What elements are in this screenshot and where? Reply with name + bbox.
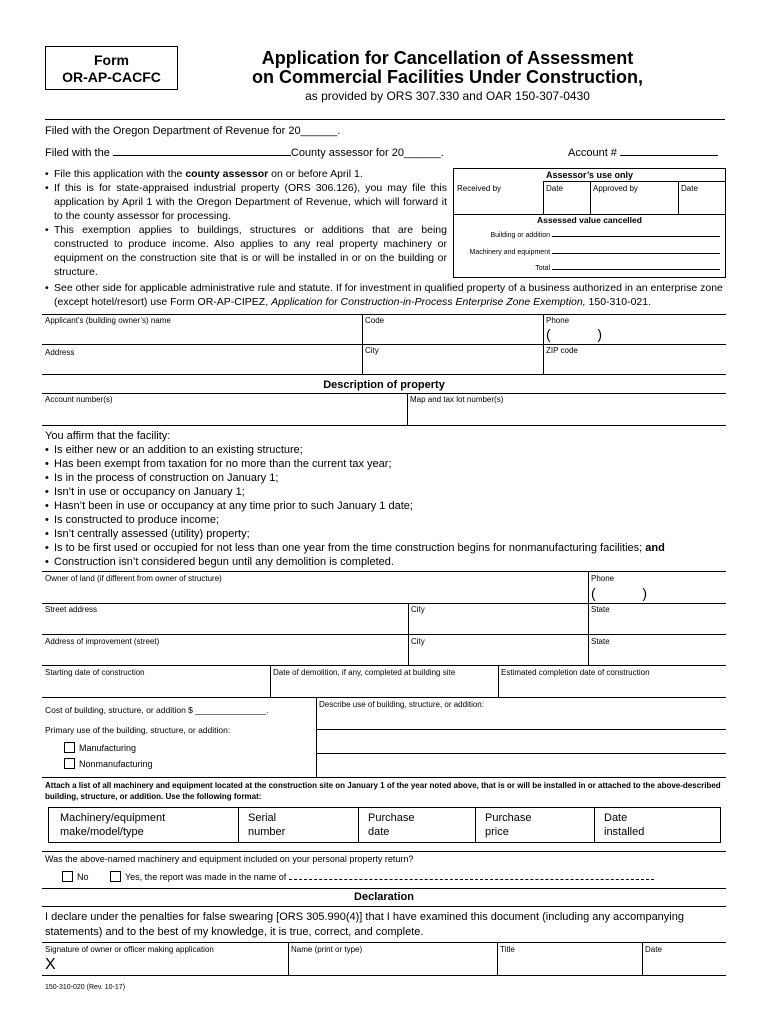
description-title: Description of property [323,379,445,391]
affirm-list [45,443,725,569]
cost-field[interactable]: Cost of building, structure, or addition $ _______________. [45,705,269,715]
form-title-line1: Application for Cancellation of Assessment [261,48,634,68]
column-header: Date installed [604,812,645,838]
assessor-title: Assessor’s use only [545,170,634,180]
street-state-div [588,603,589,665]
owner-state-field[interactable]: State [591,605,610,614]
account-number-field[interactable] [568,146,725,160]
filed-with-county[interactable] [45,146,444,160]
owner-street-field[interactable]: Street address [45,605,98,614]
col-div2 [358,808,359,842]
personal-property-question: Was the above-named machinery and equipment included on your personal property return? [45,854,414,864]
applicant-city-field[interactable]: City [365,346,379,355]
owner-rule4 [42,665,726,666]
primary-use-label: Primary use of the building, structure, or addition: [45,725,231,735]
start-date-field[interactable]: Starting date of construction [45,668,145,677]
date1-label: Date [546,184,563,193]
use-line2 [316,753,726,754]
received-by-label: Received by [457,184,502,193]
applicant-name-field[interactable]: Applicant’s (building owner’s) name [45,316,171,325]
sig-div3 [642,942,643,975]
form-subtitle: as provided by ORS 307.330 and OAR 150-307-0430 [305,89,590,103]
map-tax-lot-field[interactable]: Map and tax lot number(s) [410,395,504,404]
description-rule [42,393,726,394]
dates-div1 [270,665,271,697]
improvement-address-field[interactable]: Address of improvement (street) [45,637,160,646]
use-div [316,697,317,777]
instructions-list [45,167,447,279]
affirm-item: • Is to be first used or occupied for not less than one year from the time construction begins for nonmanufacturing facilities; and [45,541,725,555]
owner-phone-parens: ( ) [591,585,647,601]
instruction-2: • If this is for state-appraised industrial property (ORS 306.126), you may file this application by April 1 with the Oregon Department of Revenue, which will forward it to the county assessor for processing. [45,181,447,223]
instruction-4: • See other side for applicable administrative rule and statute. If for investment in qualified property of a business authorized in an enterprise zone (except hotel/resort) use Form OR-AP-CIPEZ, Application for Construction-in-Process Enterprise Zone Exemption, 150-310-021. [45,281,725,309]
applicant-top-rule [42,314,726,315]
no-checkbox[interactable] [62,871,73,882]
signature-top-rule [42,942,726,943]
applicant-mid-rule [42,344,726,345]
phone-parens: ( ) [546,326,602,342]
affirm-item: • Isn’t in use or occupancy on January 1; [45,485,725,499]
column-header: Purchase date [368,812,415,838]
affirm-item: • Isn’t centrally assessed (utility) property; [45,527,725,541]
signature-x-mark: X [45,956,56,973]
county-name-field[interactable] [113,155,291,156]
value-cancelled-label: Assessed value cancelled [537,215,642,225]
filed-with-mid: County assessor for 20______. [290,147,444,159]
declaration-top-rule [42,888,726,889]
attach-note: Attach a list of all machinery and equipment located at the construction site on January 1 of the year noted above, that is or will be installed in or attached to the above-described building, structure, or addition. Use the following format: [45,781,721,801]
instruction-4-list [45,281,725,309]
affirm-item: • Is in the process of construction on January 1; [45,471,725,485]
owner-top-rule [42,571,726,572]
street-city-div [408,603,409,665]
manufacturing-option[interactable]: Manufacturing [64,742,136,754]
column-header: Machinery/equipment make/model/type [60,812,166,838]
use-line1 [316,729,726,730]
owner-rule5 [42,697,726,698]
applicant-phone-field[interactable]: Phone [546,316,570,325]
account-label: Account # [568,147,617,159]
question-rule [42,851,726,852]
sig-div1 [288,942,289,975]
yes-option[interactable]: Yes, the report was made in the name of [110,871,654,883]
header-rule [45,119,725,120]
print-name-field[interactable]: Name (print or type) [291,945,363,954]
instruction-1: • File this application with the county assessor on or before April 1. [45,167,447,181]
col-div3 [475,808,476,842]
applicant-div1 [362,314,363,374]
signature-field[interactable]: Signature of owner or officer making application [45,945,214,954]
machinery-value-row[interactable]: Machinery and equipment [454,248,720,257]
assessor-div3 [678,181,679,215]
nonmanufacturing-option[interactable]: Nonmanufacturing [64,758,153,770]
assessor-use-box [453,168,726,278]
form-number: OR-AP-CACFC [62,69,161,85]
description-div [407,393,408,425]
affirm-item: • Is constructed to produce income; [45,513,725,527]
assessor-div2 [590,181,591,215]
affirm-intro: You affirm that the facility: [45,430,171,442]
title-field[interactable]: Title [500,945,515,954]
owner-city-field[interactable]: City [411,605,425,614]
declaration-text: I declare under the penalties for false swearing [ORS 305.990(4)] that I have examined this document (including any accompanying statements) and to the best of my knowledge, it is true, correct, and complete. [45,911,684,938]
sig-div2 [497,942,498,975]
account-blank[interactable] [620,155,718,156]
signature-bottom-rule [42,975,726,976]
column-header: Serial number [248,812,286,838]
date-field[interactable]: Date [645,945,662,954]
applicant-code-field[interactable]: Code [365,316,385,325]
owner-rule3 [42,634,726,635]
account-numbers-field[interactable]: Account number(s) [45,395,113,404]
owner-rule2 [42,603,726,604]
col-div4 [594,808,595,842]
declaration-title-rule [42,906,726,907]
manufacturing-checkbox[interactable] [64,742,75,753]
no-option[interactable]: No [62,871,89,883]
affirm-item: • Is either new or an addition to an existing structure; [45,443,725,457]
description-bottom-rule [42,425,726,426]
affirm-item: • Has been exempt from taxation for no more than the current tax year; [45,457,725,471]
applicant-address-field[interactable]: Address [45,348,75,357]
affirm-item: • Construction isn’t considered begun until any demolition is completed. [45,555,725,569]
report-name-field[interactable] [289,879,654,880]
describe-use-field[interactable]: Describe use of building, structure, or addition: [319,700,484,709]
completion-date-field[interactable]: Estimated completion date of construction [501,668,650,677]
machinery-top-rule [42,777,726,778]
assessor-title-rule [543,181,725,182]
owner-phone-div [588,571,589,603]
applicant-div2 [543,314,544,374]
total-value-row[interactable]: Total [454,264,720,273]
demolition-date-field[interactable]: Date of demolition, if any, completed at building site [273,668,456,677]
column-header: Purchase price [485,812,532,838]
form-code: 150-310-020 (Rev. 10-17) [45,984,126,991]
building-value-row[interactable]: Building or addition [454,231,720,240]
form-title-line2: on Commercial Facilities Under Construction, [251,67,644,87]
yes-checkbox[interactable] [110,871,121,882]
nonmanufacturing-checkbox[interactable] [64,758,75,769]
improvement-city-field[interactable]: City [411,637,425,646]
form-number-box [45,46,178,90]
approved-by-label: Approved by [593,184,638,193]
owner-phone-field[interactable]: Phone [591,574,615,583]
date2-label: Date [681,184,698,193]
instruction-3: • This exemption applies to buildings, structures or additions that are being constructed to produce income. Also applies to any real property machinery or equipment on the construction site that is or will be installed in or on the building or structure. [45,223,447,279]
declaration-title: Declaration [354,891,414,903]
machinery-format-table [48,807,721,843]
col-div1 [238,808,239,842]
owner-of-land-field[interactable]: Owner of land (if different from owner of structure) [45,574,222,583]
filed-with-prefix: Filed with the [45,147,110,159]
applicant-zip-field[interactable]: ZIP code [546,346,578,355]
improvement-state-field[interactable]: State [591,637,610,646]
applicant-bottom-rule [42,374,726,375]
affirm-item: • Hasn’t been in use or occupancy at any time prior to such January 1 date; [45,499,725,513]
filed-with-dor[interactable]: Filed with the Oregon Department of Revenue for 20______. [45,125,341,137]
form-label: Form [94,52,129,68]
assessor-div1 [543,181,544,215]
dates-div2 [498,665,499,697]
